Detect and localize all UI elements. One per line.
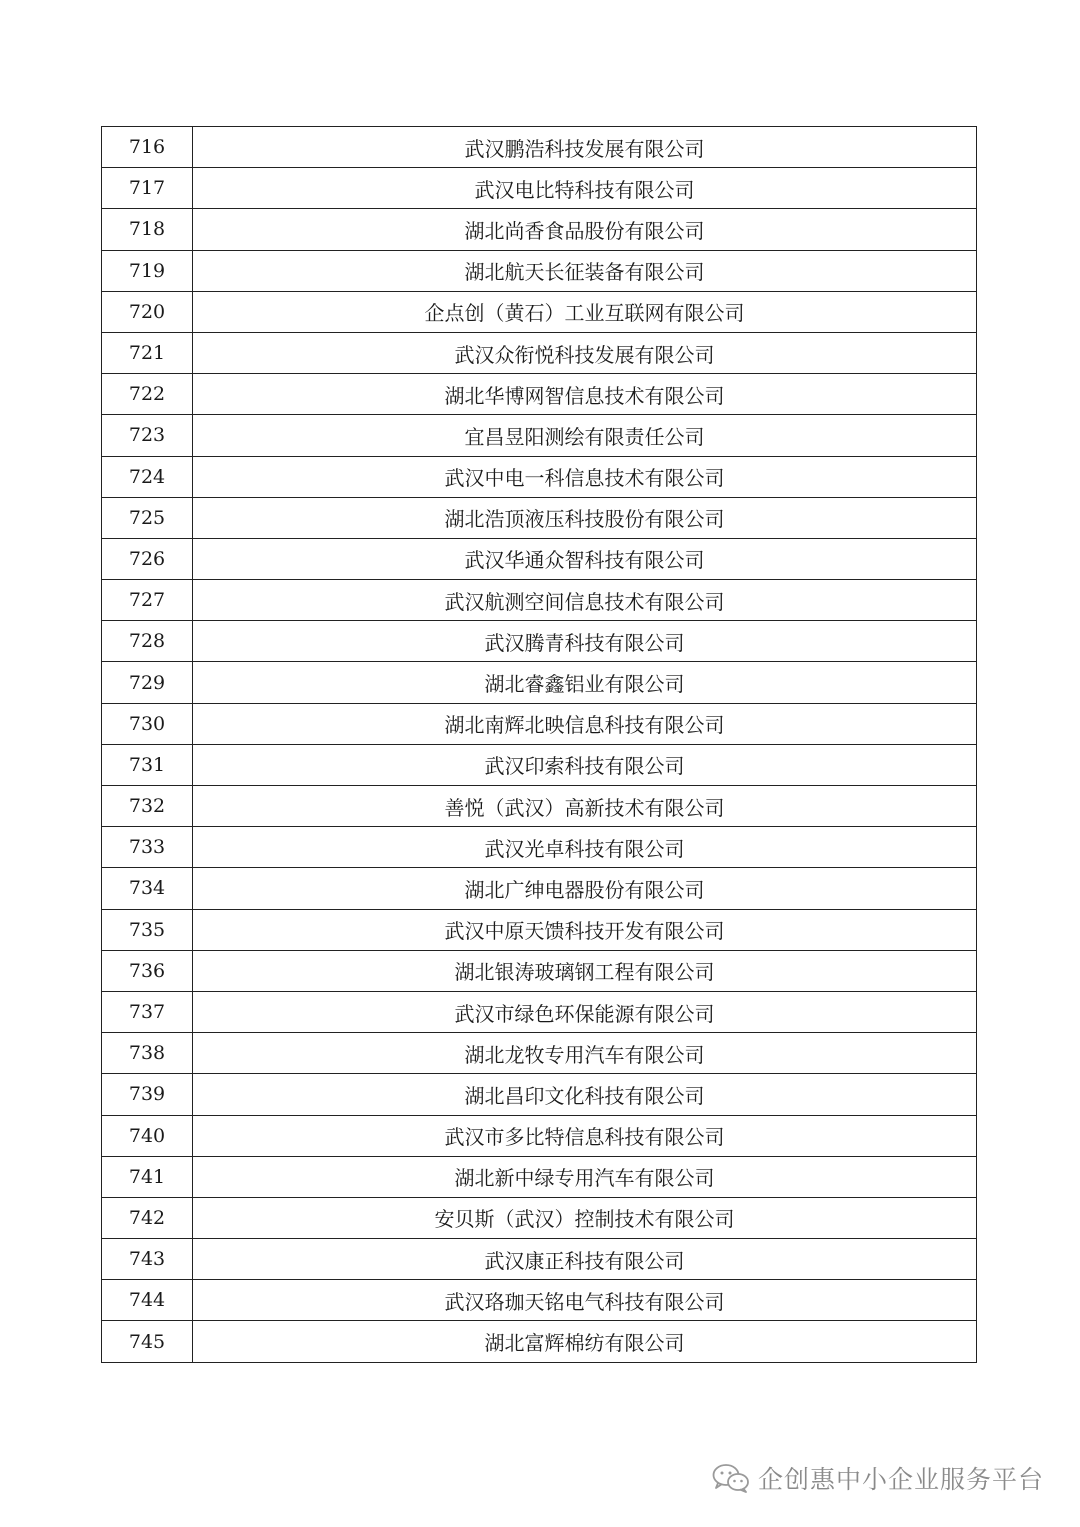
row-number: 728 bbox=[102, 621, 193, 662]
company-name: 湖北尚香食品股份有限公司 bbox=[193, 209, 977, 250]
row-number: 734 bbox=[102, 868, 193, 909]
table-body bbox=[102, 127, 977, 1363]
table-row bbox=[102, 456, 977, 497]
row-number: 717 bbox=[102, 168, 193, 209]
table-row bbox=[102, 168, 977, 209]
company-name: 湖北睿鑫铝业有限公司 bbox=[193, 662, 977, 703]
row-number: 719 bbox=[102, 250, 193, 291]
row-number: 726 bbox=[102, 538, 193, 579]
table-row bbox=[102, 291, 977, 332]
company-name: 善悦（武汉）高新技术有限公司 bbox=[193, 786, 977, 827]
table-row bbox=[102, 662, 977, 703]
company-name: 武汉印索科技有限公司 bbox=[193, 744, 977, 785]
table-row bbox=[102, 703, 977, 744]
company-name: 武汉中电一科信息技术有限公司 bbox=[193, 456, 977, 497]
table-row bbox=[102, 991, 977, 1032]
company-name: 武汉腾青科技有限公司 bbox=[193, 621, 977, 662]
table-row bbox=[102, 497, 977, 538]
table-row bbox=[102, 1115, 977, 1156]
table-row bbox=[102, 332, 977, 373]
company-name: 安贝斯（武汉）控制技术有限公司 bbox=[193, 1197, 977, 1238]
company-name: 武汉康正科技有限公司 bbox=[193, 1239, 977, 1280]
row-number: 729 bbox=[102, 662, 193, 703]
company-name: 湖北浩顶液压科技股份有限公司 bbox=[193, 497, 977, 538]
company-name: 湖北银涛玻璃钢工程有限公司 bbox=[193, 950, 977, 991]
row-number: 738 bbox=[102, 1033, 193, 1074]
watermark-text: 企创惠中小企业服务平台 bbox=[757, 1465, 1044, 1494]
table-row bbox=[102, 868, 977, 909]
row-number: 720 bbox=[102, 291, 193, 332]
company-name: 武汉珞珈天铭电气科技有限公司 bbox=[193, 1280, 977, 1321]
table-row bbox=[102, 538, 977, 579]
row-number: 732 bbox=[102, 786, 193, 827]
company-name: 武汉光卓科技有限公司 bbox=[193, 827, 977, 868]
row-number: 737 bbox=[102, 991, 193, 1032]
row-number: 725 bbox=[102, 497, 193, 538]
company-name: 武汉中原天馈科技开发有限公司 bbox=[193, 909, 977, 950]
row-number: 740 bbox=[102, 1115, 193, 1156]
company-name: 武汉市绿色环保能源有限公司 bbox=[193, 991, 977, 1032]
company-name: 武汉电比特科技有限公司 bbox=[193, 168, 977, 209]
company-name: 湖北新中绿专用汽车有限公司 bbox=[193, 1156, 977, 1197]
company-name: 湖北昌印文化科技有限公司 bbox=[193, 1074, 977, 1115]
table-row bbox=[102, 1239, 977, 1280]
company-name: 湖北华博网智信息技术有限公司 bbox=[193, 374, 977, 415]
wechat-icon bbox=[712, 1463, 750, 1493]
table-row bbox=[102, 127, 977, 168]
table-row bbox=[102, 1197, 977, 1238]
row-number: 739 bbox=[102, 1074, 193, 1115]
table-row bbox=[102, 374, 977, 415]
row-number: 736 bbox=[102, 950, 193, 991]
company-name: 湖北航天长征装备有限公司 bbox=[193, 250, 977, 291]
company-name: 武汉华通众智科技有限公司 bbox=[193, 538, 977, 579]
row-number: 731 bbox=[102, 744, 193, 785]
table-row bbox=[102, 1033, 977, 1074]
company-name: 企点创（黄石）工业互联网有限公司 bbox=[193, 291, 977, 332]
table-row bbox=[102, 580, 977, 621]
table-row bbox=[102, 1074, 977, 1115]
table-row bbox=[102, 744, 977, 785]
row-number: 745 bbox=[102, 1321, 193, 1362]
table-row bbox=[102, 1156, 977, 1197]
company-name: 武汉市多比特信息科技有限公司 bbox=[193, 1115, 977, 1156]
row-number: 735 bbox=[102, 909, 193, 950]
table-row bbox=[102, 621, 977, 662]
row-number: 742 bbox=[102, 1197, 193, 1238]
company-name: 武汉众衔悦科技发展有限公司 bbox=[193, 332, 977, 373]
row-number: 743 bbox=[102, 1239, 193, 1280]
row-number: 724 bbox=[102, 456, 193, 497]
company-name: 宜昌昱阳测绘有限责任公司 bbox=[193, 415, 977, 456]
table-row bbox=[102, 1280, 977, 1321]
table-row bbox=[102, 209, 977, 250]
row-number: 744 bbox=[102, 1280, 193, 1321]
table-row bbox=[102, 415, 977, 456]
row-number: 741 bbox=[102, 1156, 193, 1197]
company-name: 湖北广绅电器股份有限公司 bbox=[193, 868, 977, 909]
table-row bbox=[102, 250, 977, 291]
table-row bbox=[102, 950, 977, 991]
company-name: 湖北富辉棉纺有限公司 bbox=[193, 1321, 977, 1362]
row-number: 721 bbox=[102, 332, 193, 373]
table-row bbox=[102, 1321, 977, 1362]
company-name: 武汉鹏浩科技发展有限公司 bbox=[193, 127, 977, 168]
company-name: 湖北龙牧专用汽车有限公司 bbox=[193, 1033, 977, 1074]
row-number: 716 bbox=[102, 127, 193, 168]
row-number: 722 bbox=[102, 374, 193, 415]
table-row bbox=[102, 909, 977, 950]
company-name: 武汉航测空间信息技术有限公司 bbox=[193, 580, 977, 621]
table-row bbox=[102, 786, 977, 827]
watermark bbox=[712, 1460, 1044, 1496]
row-number: 718 bbox=[102, 209, 193, 250]
table-row bbox=[102, 827, 977, 868]
row-number: 727 bbox=[102, 580, 193, 621]
company-list-table bbox=[101, 126, 977, 1363]
row-number: 723 bbox=[102, 415, 193, 456]
company-name: 湖北南辉北映信息科技有限公司 bbox=[193, 703, 977, 744]
row-number: 733 bbox=[102, 827, 193, 868]
row-number: 730 bbox=[102, 703, 193, 744]
